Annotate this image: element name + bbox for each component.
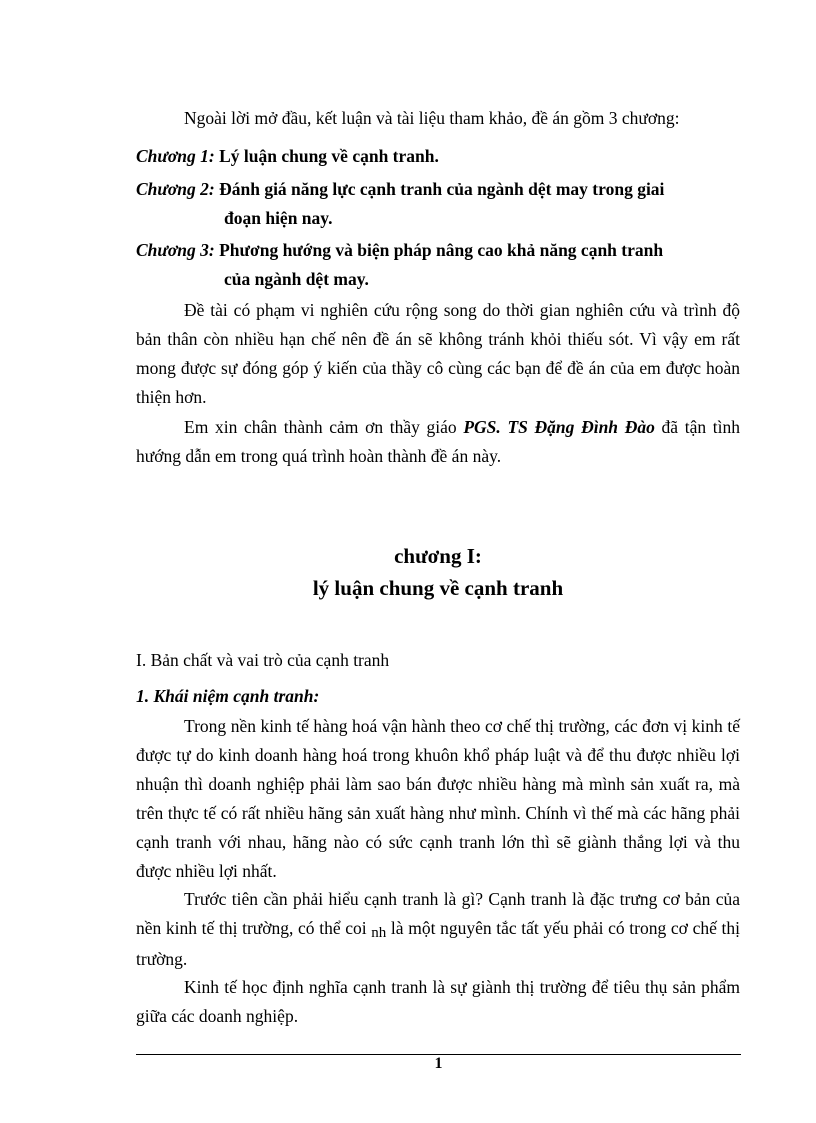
para2-after: là một nguyên tắc tất yếu phải có trong cơ chế thị trường.: [136, 918, 740, 969]
advisor-name: PGS. TS Đặng Đình Đào: [463, 417, 655, 437]
subsection-title: 1. Khái niệm cạnh tranh:: [136, 686, 320, 706]
chapter-2-line: [136, 175, 740, 233]
concept-paragraph-1: Trong nền kinh tế hàng hoá vận hành theo cơ chế thị trường, các đơn vị kinh tế được tự do kinh doanh hàng hoá trong khuôn khổ pháp luật và để thu được nhiều lợi nhuận thì doanh nghiệp phải làm sao bán được nhiều hàng mà mình sản xuất ra, mà trên thực tế có rất nhiều hãng sản xuất hàng như mình. Chính vì thế mà các hãng phải cạnh tranh với nhau, hãng nào có sức cạnh tranh lớn thì sẽ giành thắng lợi và thu được nhiều lợi nhất.: [136, 716, 740, 881]
chapter-2-title-b: đoạn hiện nay.: [224, 208, 333, 228]
chapter-heading: [136, 540, 740, 604]
chapter-2-title-a: Đánh giá năng lực cạnh tranh của ngành dệt may trong giai: [219, 179, 665, 199]
chapter-1-title: Lý luận chung về cạnh tranh.: [219, 146, 439, 166]
concept-paragraph-2: [136, 885, 740, 974]
section-title: I. Bản chất và vai trò của cạnh tranh: [136, 650, 390, 670]
page-number: 1: [434, 1055, 443, 1072]
intro-paragraph: Ngoài lời mở đầu, kết luận và tài liệu tham khảo, đề án gồm 3 chương:: [184, 108, 680, 128]
chapter-3-line: [136, 236, 740, 294]
concept-paragraph-3: Kinh tế học định nghĩa cạnh tranh là sự giành thị trường để tiêu thụ sản phẩm giữa các doanh nghiệp.: [136, 977, 740, 1026]
chapter-heading-line1: chương I:: [394, 544, 482, 568]
thanks-before: Em xin chân thành cảm ơn thầy giáo: [184, 417, 464, 437]
thanks-after: đã tận tình hướng dẫn em trong quá trình hoàn thành đề án này.: [136, 417, 740, 466]
chapter-3-title-b: của ngành dệt may.: [224, 269, 369, 289]
chapter-3-title-a: Phương hướng và biện pháp nâng cao khả năng cạnh tranh: [219, 240, 664, 260]
chapter-1-label: Chương 1:: [136, 146, 215, 166]
chapter-3-label: Chương 3:: [136, 240, 215, 260]
chapter-2-label: Chương 2:: [136, 179, 215, 199]
para2-before: Trước tiên cần phải hiểu cạnh tranh là gì? Cạnh tranh là đặc trưng cơ bản của nền kinh tế thị trường, có thể coi: [136, 889, 740, 938]
thanks-paragraph: [136, 413, 740, 471]
scope-paragraph: Đề tài có phạm vi nghiên cứu rộng song do thời gian nghiên cứu và trình độ bản thân còn nhiều hạn chế nên đề án sẽ không tránh khỏi thiếu sót. Vì vậy em rất mong được sự đóng góp ý kiến của thầy cô cùng các bạn để đề án của em được hoàn thiện hơn.: [136, 300, 740, 407]
para2-fragment: nh: [371, 925, 387, 941]
chapter-heading-line2: lý luận chung về cạnh tranh: [312, 576, 564, 600]
chapter-1-line: [136, 142, 740, 171]
